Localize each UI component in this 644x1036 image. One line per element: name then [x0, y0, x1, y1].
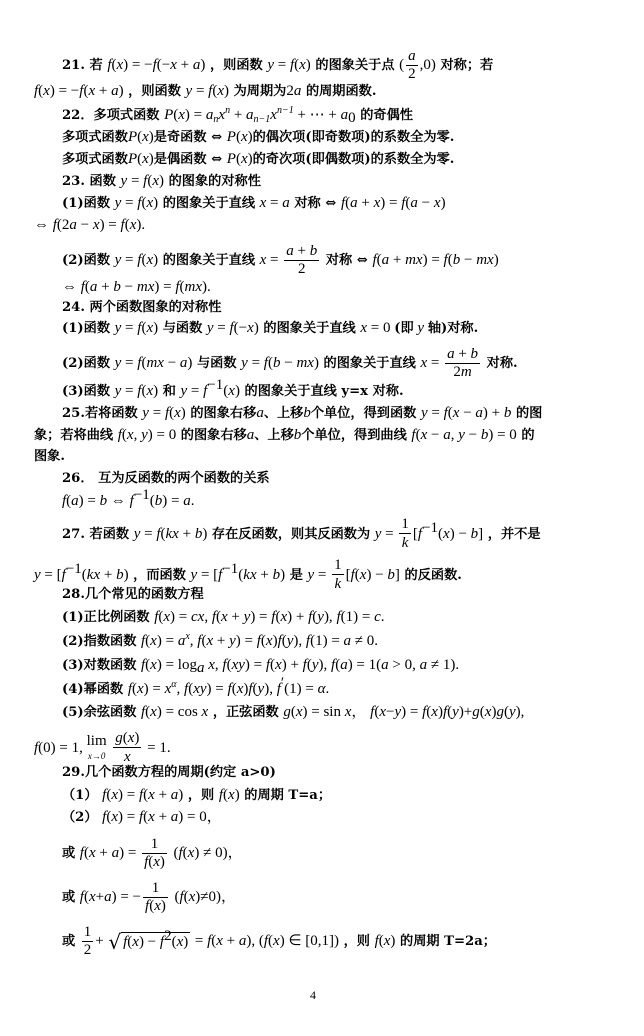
item-28-3: (3)对数函数 $f(x) = \log_a x$, f(xy) = f(x) + f(y), f(a) = 1(a > 0, a ≠ 1).: [62, 657, 460, 676]
item-23-2: (2)函数 y = f(x) 的图象关于直线 x = $\frac{a + b}{2}$ 对称 ⇔ f(a + mx) = f(b − mx): [62, 243, 499, 277]
item-21-line-2: f(x) = −f(x + a) ，则函数 y = f(x) 为周期为2a 的周期函数.: [34, 83, 377, 99]
item-26-title: 26． 互为反函数的两个函数的关系: [62, 471, 270, 486]
item-29-2: （2） f(x) = f(x + a) = 0，: [62, 809, 222, 825]
item-24-title: 24. 两个函数图象的对称性: [62, 300, 222, 315]
item-27-line-1: 27. 若函数 y = f(kx + b) 存在反函数，则其反函数为 y = $\frac{1}{k} [f^{-1}(x) - b]$ ，并不是: [62, 516, 541, 551]
item-28-4: (4)幂函数 $f(x) = x^\alpha$, f(xy) = f(x)f(y), f′(1) = α.: [62, 675, 330, 697]
item-23-1: (1)函数 y = f(x) 的图象关于直线 x = a 对称 ⇔ f(a + x) = f(a − x): [62, 195, 446, 211]
item-22-odd: 多项式函数P(x)是奇函数 ⇔ P(x)的偶次项(即奇数项)的系数全为零.: [62, 129, 455, 145]
item-26-formula: f(a) = b ⇔ $f^{-1}(b) = a$.: [62, 487, 195, 509]
item-28-1: (1)正比例函数 f(x) = cx, f(x + y) = f(x) + f(y), f(1) = c.: [62, 609, 385, 625]
item-28-5-cont: f(0) = 1, lim x→0 $\frac{g(x)}{x} = 1$.: [34, 730, 171, 765]
item-22-title: 22．多项式函数 $P(x) = a_nx^n + a_{n-1}x^{n-1}$ + ⋯ + $a_0$ 的奇偶性: [62, 105, 413, 126]
item-24-3: (3)函数 y = f(x) 和 $y = f^{-1}(x)$ 的图象关于直线 y=x 对称.: [62, 377, 404, 399]
item-29-or-1: 或 f(x + a) = $\frac{1}{f(x)}$ (f(x) ≠ 0)，: [62, 836, 243, 870]
item-24-2: (2)函数 y = f(mx − a) 与函数 y = f(b − mx) 的图象关于直线 x = $\frac{a + b}{2m}$ 对称.: [62, 346, 518, 380]
item-28-2: (2)指数函数 $f(x) = a^x$, f(x + y) = f(x)f(y), f(1) = a ≠ 0.: [62, 631, 379, 649]
item-29-or-2: 或 f(x+a) = − $\frac{1}{f(x)}$ (f(x)≠0)，: [62, 880, 237, 914]
item-23-title: 23. 函数 y = f(x) 的图象的对称性: [62, 173, 261, 189]
item-29-title: 29.几个函数方程的周期(约定 a>0): [62, 765, 276, 780]
item-29-or-3: 或 $\frac{1}{2}$ + √ $f(x) - f^2(x) = f(x + a)$, (f(x) ∈ [0,1]) ，则 f(x) 的周期 T=2a；: [62, 924, 496, 958]
item-29-1: （1） f(x) = f(x + a) ，则 f(x) 的周期 T=a；: [62, 787, 332, 803]
item-27-line-2: $y = [f^{-1}(kx + b)$ ，而函数 $y = [f^{-1}(kx + b)$ 是 y = $\frac{1}{k} [f(x) - b]$ 的反函数.: [34, 557, 462, 592]
item-21-line-1: 21. 若 f(x) = −f(−x + a) ，则函数 y = f(x) 的图象关于点 ( $\frac{a}{2}$ ,0) 对称；若: [62, 48, 494, 82]
page-number: 4: [310, 988, 316, 1002]
item-24-1: (1)函数 y = f(x) 与函数 y = f(−x) 的图象关于直线 x = 0 (即 y 轴)对称.: [62, 320, 479, 336]
item-25-line-1: 25.若将函数 y = f(x) 的图象右移a、上移b个单位，得到函数 y = f(x − a) + b 的图: [62, 405, 543, 421]
item-23-1-cont: ⇔ f(2a − x) = f(x).: [34, 217, 146, 233]
item-25-line-2: 象；若将曲线 f(x, y) = 0 的图象右移a、上移b个单位，得到曲线 f(x − a, y − b) = 0 的: [34, 427, 535, 443]
item-23-2-cont: ⇔ f(a + b − mx) = f(mx).: [62, 279, 211, 295]
item-28-5: (5)余弦函数 f(x) = cos x ，正弦函数 g(x) = sin x， f(x−y) = f(x)f(y)+g(x)g(y),: [62, 704, 525, 720]
item-28-title: 28.几个常见的函数方程: [62, 587, 204, 602]
item-22-even: 多项式函数P(x)是偶函数 ⇔ P(x)的奇次项(即偶数项)的系数全为零.: [62, 151, 455, 167]
item-25-line-3: 图象.: [34, 449, 65, 464]
